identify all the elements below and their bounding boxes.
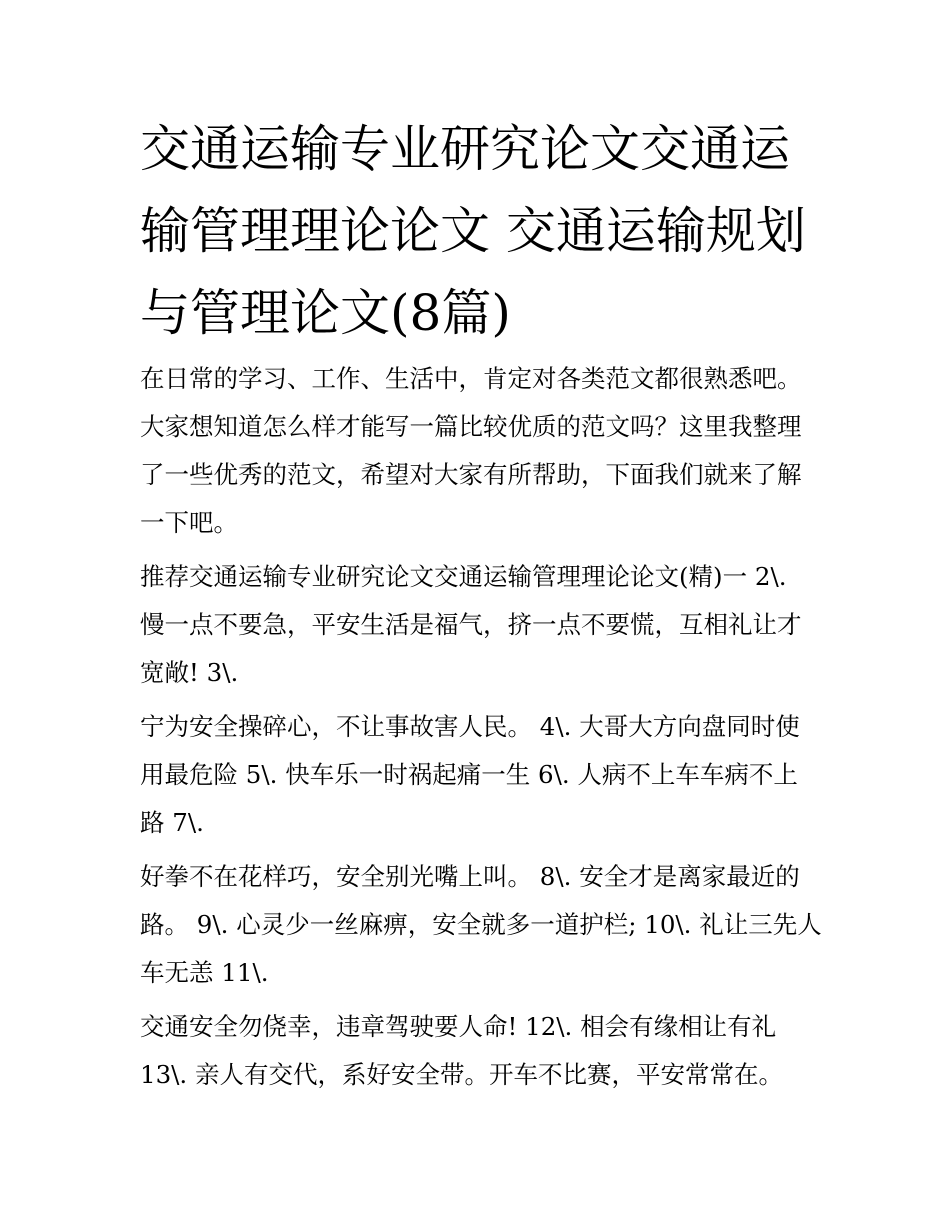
document-title: 交通运输专业研究论文交通运输管理理论论文 交通运输规划与管理论文(8篇) [140,120,806,342]
text-line: 车无恙 11\. [140,958,269,987]
paragraph-5 [140,1003,820,1099]
text-line: 路 7\. [140,808,204,837]
paragraph-3 [140,703,820,847]
text-line: 交通安全勿侥幸，违章驾驶要人命! 12\. 相会有缘相让有礼 [140,1012,777,1041]
text-line: 慢一点不要急，平安生活是福气，挤一点不要慌，互相礼让才 [140,610,802,639]
paragraph-intro [140,355,820,547]
text-line: 好拳不在花样巧，安全别光嘴上叫。 8\. 安全才是离家最近的 [140,862,800,891]
document-body [140,355,820,1105]
text-line: 用最危险 5\. 快车乐一时祸起痛一生 6\. 人病不上车车病不上 [140,760,798,789]
text-line: 大家想知道怎么样才能写一篇比较优质的范文吗？这里我整理 [140,412,802,441]
text-line: 一下吧。 [140,508,238,537]
text-line: 在日常的学习、工作、生活中，肯定对各类范文都很熟悉吧。 [140,364,802,393]
text-line: 13\. 亲人有交代，系好安全带。开车不比赛，平安常常在。 [140,1060,784,1089]
text-line: 推荐交通运输专业研究论文交通运输管理理论论文(精)一 2\. [140,562,787,591]
text-line: 宽敞! 3\. [140,658,239,687]
paragraph-2 [140,553,820,697]
text-line: 了一些优秀的范文，希望对大家有所帮助，下面我们就来了解 [140,460,802,489]
text-line: 路。 9\. 心灵少一丝麻痹，安全就多一道护栏; 10\. 礼让三先人 [140,910,822,939]
paragraph-4 [140,853,820,997]
text-line: 宁为安全操碎心，不让事故害人民。 4\. 大哥大方向盘同时使 [140,712,800,741]
